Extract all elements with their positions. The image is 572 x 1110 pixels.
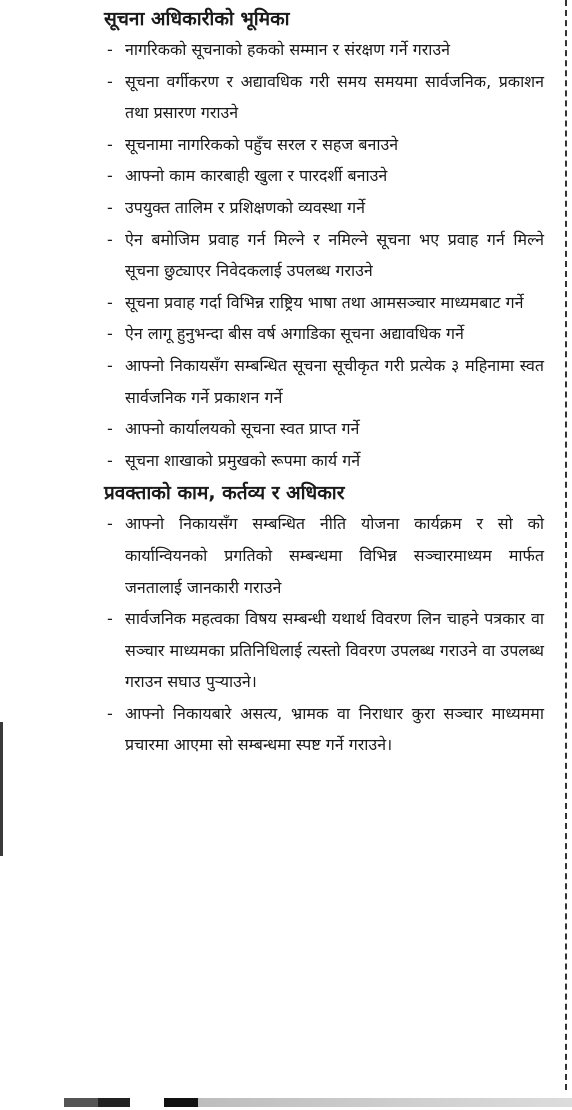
list-item [104, 508, 544, 603]
bullet-dash: - [107, 514, 113, 534]
list-item-text: सूचना शाखाको प्रमुखको रूपमा कार्य गर्ने [125, 450, 361, 470]
bullet-dash: - [107, 609, 113, 629]
bullet-dash: - [107, 197, 113, 217]
bullet-dash: - [107, 703, 113, 723]
spokesperson-duties-list [104, 508, 544, 761]
bullet-dash: - [107, 71, 113, 91]
list-item-text: आफ्नो निकायसँग सम्बन्धित नीति योजना कार्यक्रम र सो को कार्यान्वियनको प्रगतिको सम्बन्धमा विभिन्न सञ्चारमाध्यम मार्फत जनतालाई जानकारी गराउने [125, 514, 544, 597]
list-item-text: सूचना प्रवाह गर्दा विभिन्न राष्ट्रिय भाषा तथा आमसञ्चार माध्यमबाट गर्ने [125, 292, 524, 312]
list-item [104, 160, 544, 192]
list-item-text: आफ्नो निकायबारे असत्य, भ्रामक वा निराधार कुरा सञ्चार माध्यममा प्रचारमा आएमा सो सम्बन्धमा स्पष्ट गर्ने गराउने। [125, 703, 544, 755]
bullet-dash: - [107, 419, 113, 439]
document-content [104, 4, 544, 761]
margin-mark [0, 722, 3, 856]
dashed-divider [565, 0, 567, 1090]
section-heading-information-officer-role: सूचना अधिकारीको भूमिका [104, 8, 290, 30]
list-item [104, 224, 544, 287]
section-heading-spokesperson-duties: प्रवक्ताको काम, कर्तव्य र अधिकार [104, 482, 345, 505]
bullet-dash: - [107, 292, 113, 312]
bullet-dash: - [107, 166, 113, 186]
list-item [104, 192, 544, 224]
list-item [104, 698, 544, 761]
bullet-dash: - [107, 229, 113, 249]
list-item [104, 287, 544, 319]
list-item-text: आफ्नो कार्यालयको सूचना स्वत प्राप्त गर्ने [125, 419, 360, 439]
bullet-dash: - [107, 134, 113, 154]
list-item [104, 413, 544, 445]
list-item-text: ऐन लागू हुनुभन्दा बीस वर्ष अगाडिका सूचना अद्यावधिक गर्ने [125, 324, 464, 344]
bullet-dash: - [107, 450, 113, 470]
list-item [104, 66, 544, 129]
list-item-text: उपयुक्त तालिम र प्रशिक्षणको व्यवस्था गर्ने [125, 197, 366, 217]
footer-bar-segment [198, 1098, 572, 1107]
list-item-text: सूचना वर्गीकरण र अद्यावधिक गरी समय समयमा सार्वजनिक, प्रकाशन तथा प्रसारण गराउने [125, 71, 544, 123]
list-item-text: सार्वजनिक महत्वका विषय सम्बन्धी यथार्थ विवरण लिन चाहने पत्रकार वा सञ्चार माध्यमका प्रतिनिधिलाई त्यस्तो विवरण उपलब्ध गराउने वा उपलब्ध गराउन सघाउ पुऱ्याउने। [125, 609, 544, 692]
footer-bar-segment [164, 1098, 198, 1107]
footer-bar-segment [98, 1098, 130, 1107]
list-item-text: ऐन बमोजिम प्रवाह गर्न मिल्ने र नमिल्ने सूचना भए प्रवाह गर्न मिल्ने सूचना छुट्याएर निवेदकलाई उपलब्ध गराउने [125, 229, 544, 281]
list-item-text: सूचनामा नागरिकको पहुँच सरल र सहज बनाउने [125, 134, 399, 154]
list-item-text: आफ्नो काम कारबाही खुला र पारदर्शी बनाउने [125, 166, 388, 186]
footer-decoration [64, 1098, 572, 1107]
footer-bar-segment [64, 1098, 98, 1107]
list-item [104, 445, 544, 477]
bullet-dash: - [107, 40, 113, 59]
list-item [104, 603, 544, 698]
information-officer-role-list [104, 34, 544, 476]
list-item [104, 350, 544, 413]
bullet-dash: - [107, 324, 113, 344]
list-item [104, 318, 544, 350]
list-item [104, 129, 544, 161]
list-item [104, 34, 544, 66]
bullet-dash: - [107, 355, 113, 375]
list-item-text: नागरिकको सूचनाको हकको सम्मान र संरक्षण गर्ने गराउने [125, 40, 451, 59]
list-item-text: आफ्नो निकायसँग सम्बन्धित सूचना सूचीकृत गरी प्रत्येक ३ महिनामा स्वत सार्वजनिक गर्ने प्रकाशन गर्ने [125, 355, 544, 407]
